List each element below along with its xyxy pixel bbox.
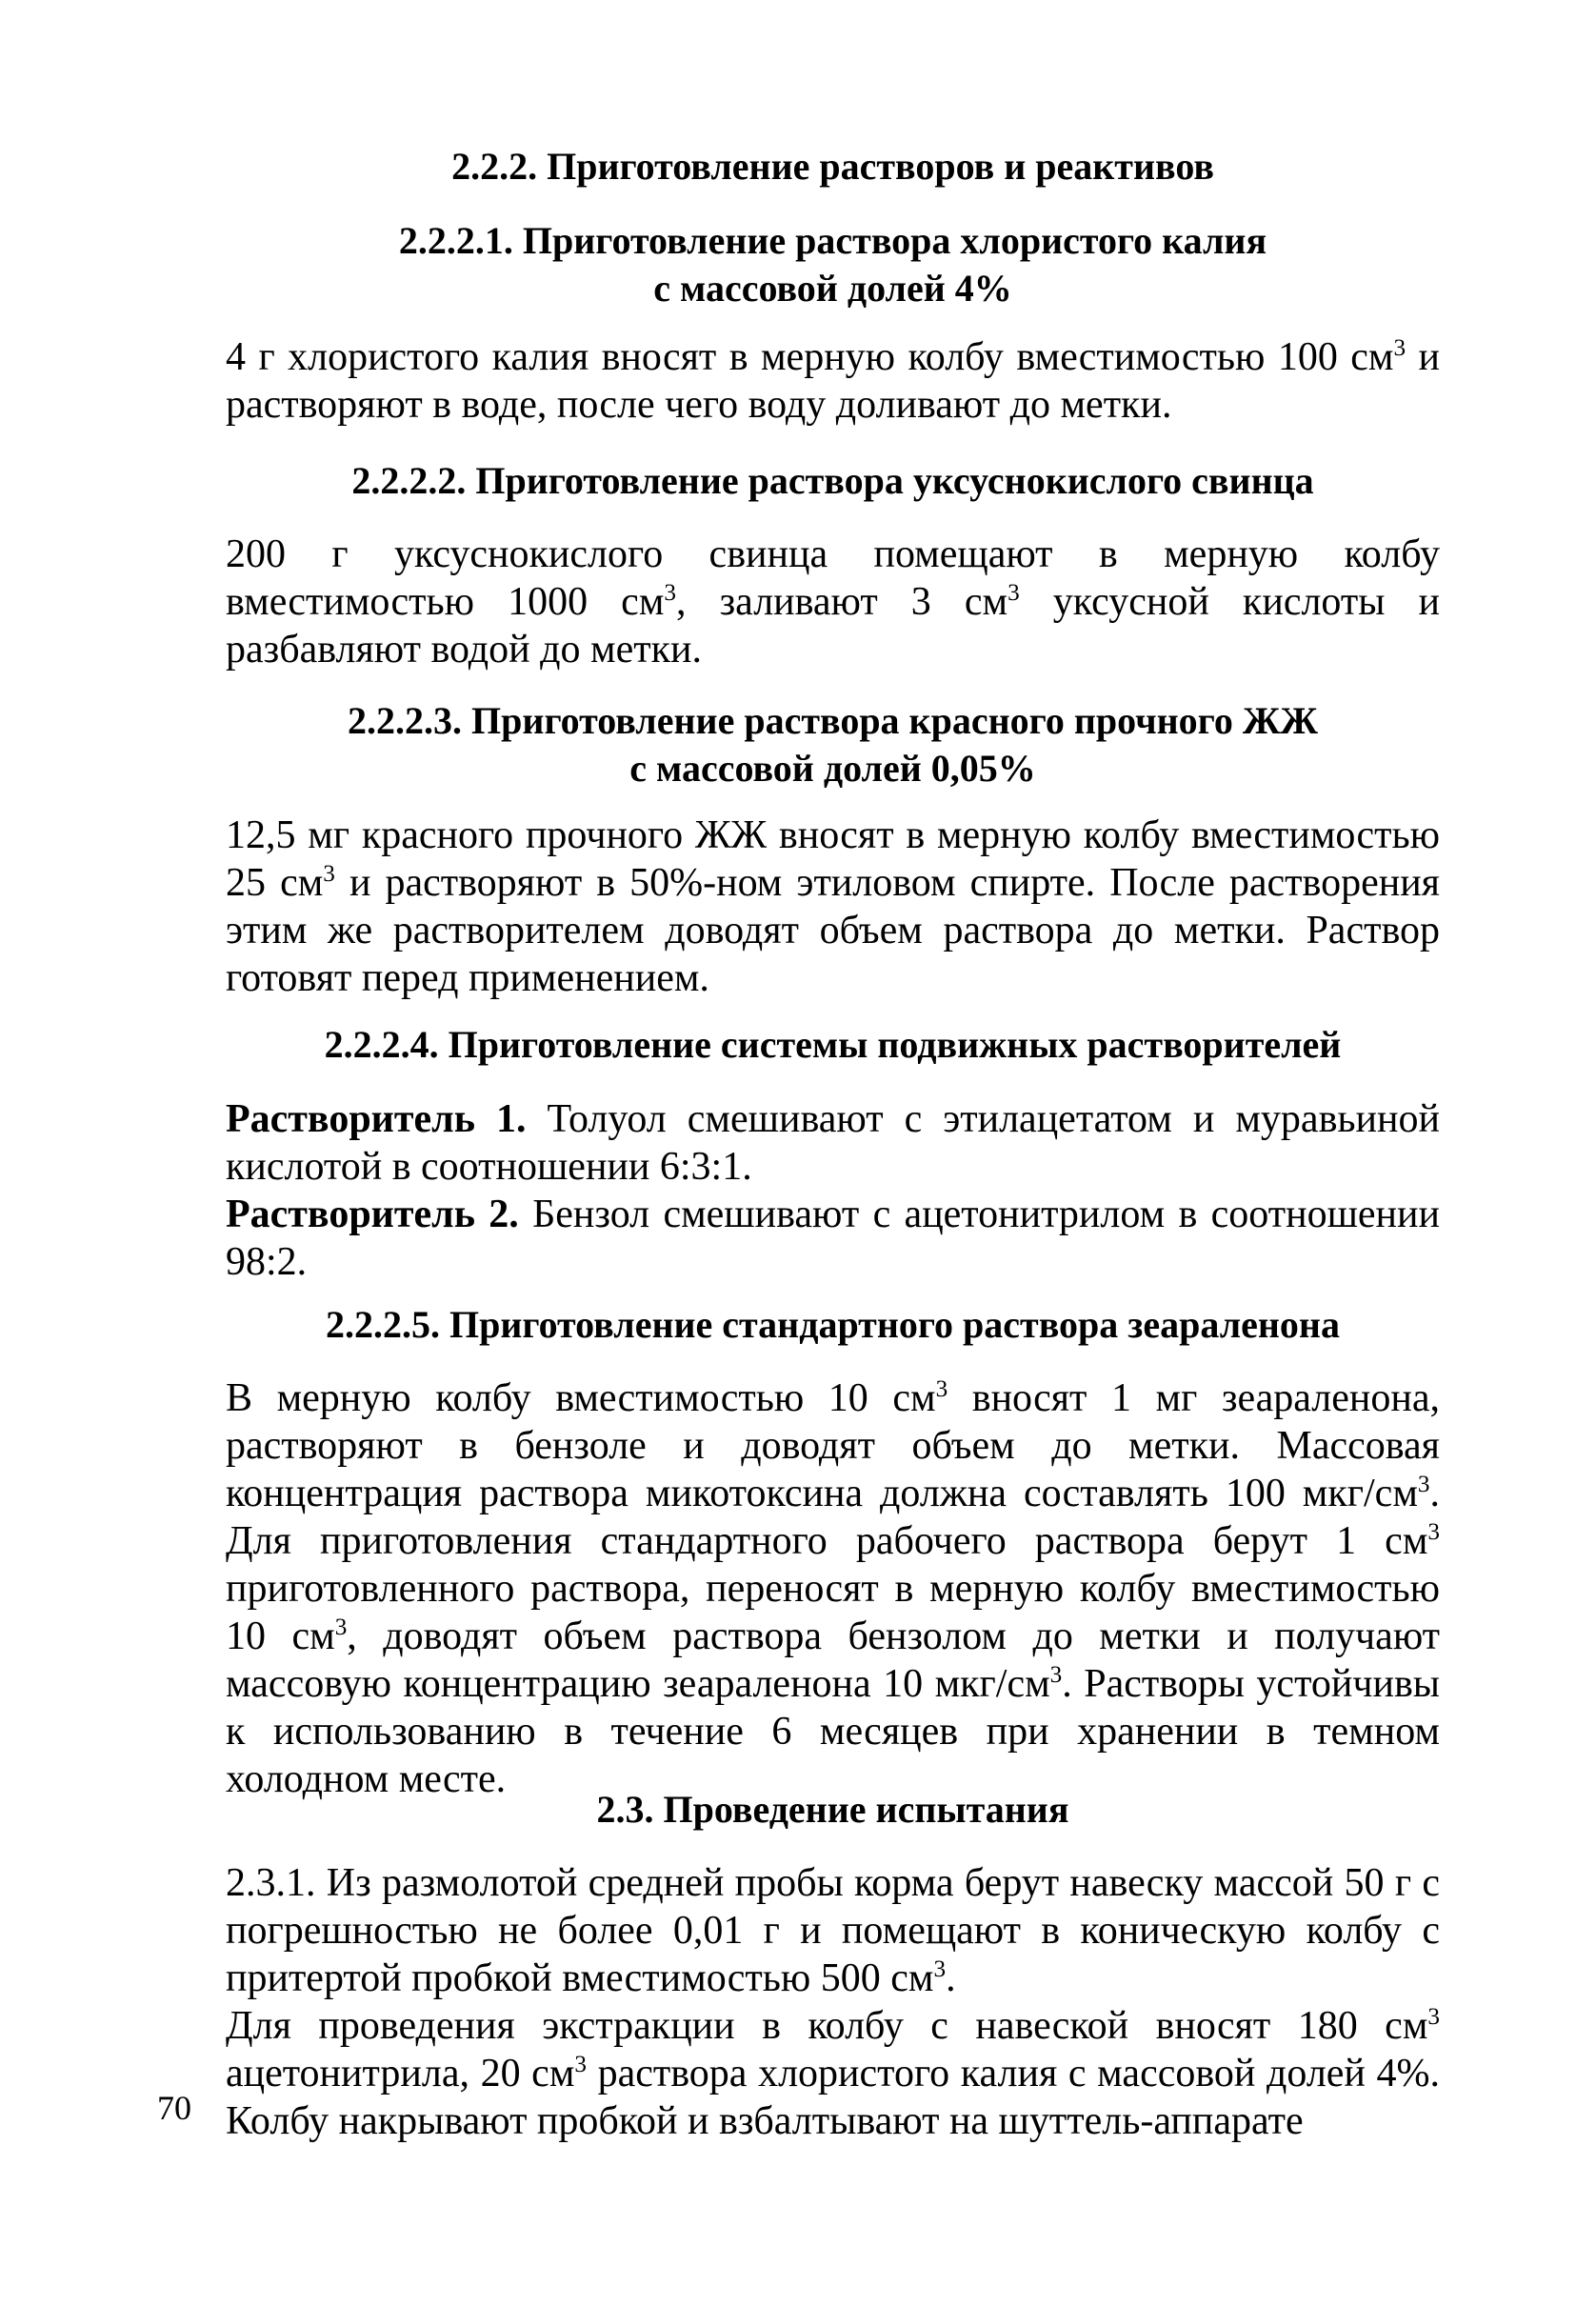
paragraph: 12,5 мг красного прочного ЖЖ вносят в мерную колбу вместимостью 25 $см^3$ и растворяют в 50%-ном этиловом спирте. После растворения этим же растворителем доводят объем раствора до метки. Раствор готовят перед применением. <box>226 813 1440 1000</box>
section-2-2-2-4 <box>226 1021 1440 1069</box>
paragraph: 2.3.1. Из размолотой средней пробы корма берут навеску массой 50 г с погрешностью не более 0,01 г и помещают в коническую колбу с притертой пробкой вместимостью 500 $см^3$. <box>226 1861 1440 2000</box>
subsection-title: 2.2.2.3. Приготовление раствора красного прочного ЖЖ <box>348 699 1318 742</box>
paragraph-2-2-2-5 <box>226 1374 1440 1803</box>
section-2-2-2-heading <box>226 143 1440 190</box>
subsection-title: 2.2.2.5. Приготовление стандартного раствора зеараленона <box>326 1303 1340 1346</box>
section-2-2-2-1 <box>226 217 1440 312</box>
paragraph: В мерную колбу вместимостью 10 $см^3$ вносят 1 мг зеараленона, растворяют в бензоле и доводят объем до метки. Массовая концентрация раствора микотоксина должна составлять 100 мкг/$см^3$. Для приготовления стандартного рабочего раствора берут 1 $см^3$ приготовленного раствора, переносят в мерную колбу вместимостью 10 $см^3$, доводят объем раствора бензолом до метки и получают массовую концентрацию зеараленона 10 мкг/$см^3$. Растворы устойчивы к использованию в течение 6 месяцев при хранении в темном холодном месте. <box>226 1376 1440 1801</box>
section-2-2-2-5 <box>226 1301 1440 1349</box>
section-2-2-2-3 <box>226 697 1440 792</box>
paragraph-2-2-2-4 <box>226 1095 1440 1286</box>
section-2-2-2-2 <box>226 457 1440 505</box>
subsection-title-line2: с массовой долей 4% <box>653 267 1012 310</box>
subsection-title-line2: с массовой долей 0,05% <box>629 747 1036 790</box>
section-title: 2.3. Проведение испытания <box>596 1788 1069 1831</box>
paragraph: Для проведения экстракции в колбу с навеской вносят 180 $см^3$ ацетонитрила, 20 $см^3$ раствора хлористого калия с массовой долей 4%. Колбу накрывают пробкой и взбалтывают на шуттель-аппарате <box>226 2004 1440 2143</box>
paragraph: Растворитель 1. Толуол смешивают с этилацетатом и муравьиной кислотой в соотношении 6:3:1. <box>226 1097 1440 1189</box>
paragraph: 4 г хлористого калия вносят в мерную колбу вместимостью 100 $см^3$ и растворяют в воде, после чего воду доливают до метки. <box>226 335 1440 427</box>
paragraph-2-2-2-1 <box>226 333 1440 429</box>
paragraph-2-2-2-2 <box>226 531 1440 673</box>
subsection-title: 2.2.2.2. Приготовление раствора уксуснокислого свинца <box>351 459 1314 502</box>
section-2-3 <box>226 1786 1440 1834</box>
section-title: 2.2.2. Приготовление растворов и реактивов <box>451 145 1214 188</box>
page-number: 70 <box>157 2089 191 2127</box>
subsection-title: 2.2.2.1. Приготовление раствора хлористого калия <box>398 219 1267 262</box>
paragraph-2-2-2-3 <box>226 812 1440 1002</box>
paragraph: Растворитель 2. Бензол смешивают с ацетонитрилом в соотношении 98:2. <box>226 1193 1440 1284</box>
subsection-title: 2.2.2.4. Приготовление системы подвижных растворителей <box>324 1023 1342 1066</box>
paragraph-2-3-1 <box>226 1859 1440 2145</box>
paragraph: 200 г уксуснокислого свинца помещают в мерную колбу вместимостью 1000 $см^3$, заливают 3 $см^3$ уксусной кислоты и разбавляют водой до метки. <box>226 532 1440 672</box>
